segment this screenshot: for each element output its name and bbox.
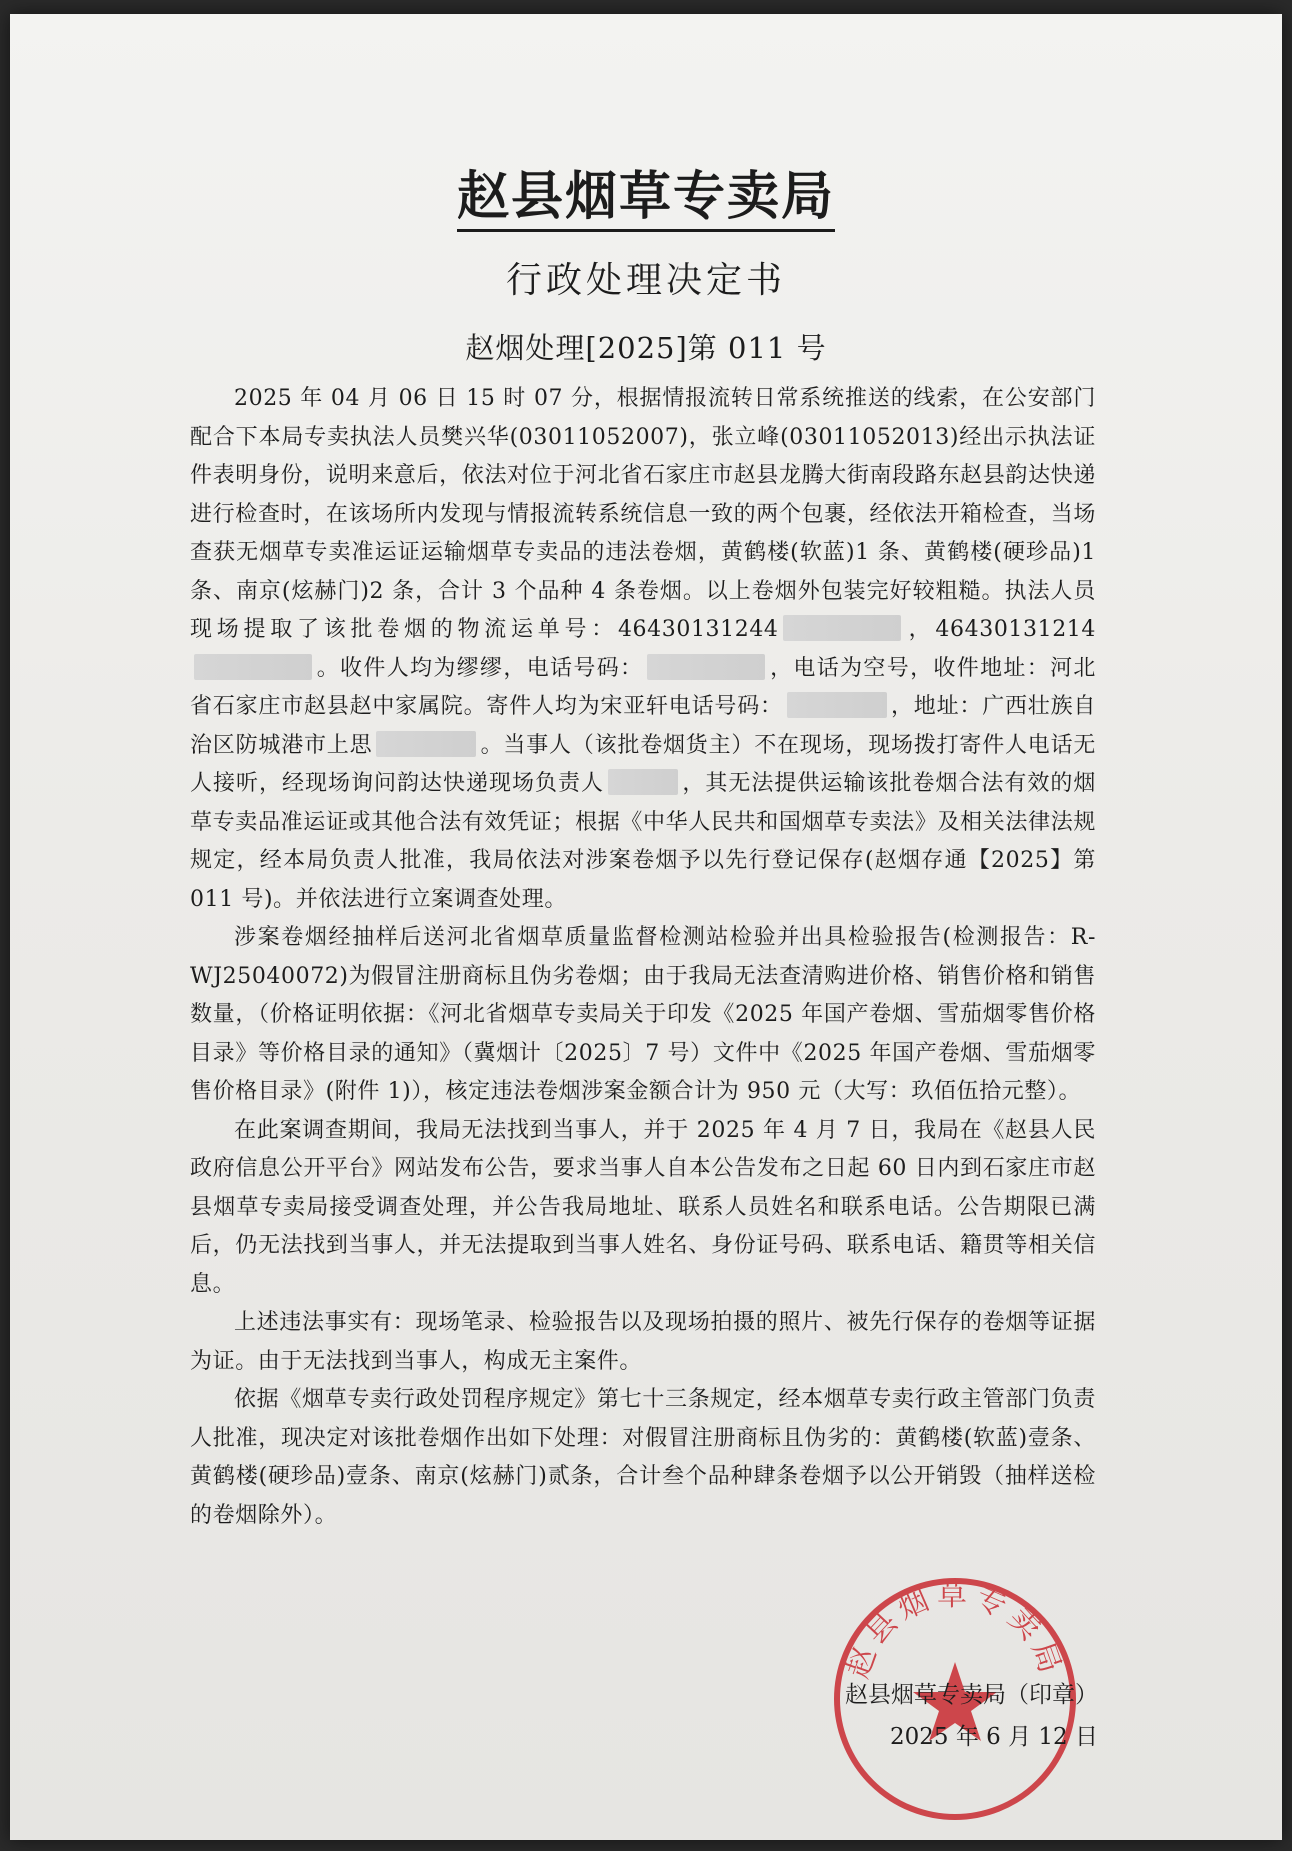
paragraph-facts: 2025 年 04 月 06 日 15 时 07 分，根据情报流转日常系统推送的线索，在公安部门配合下本局专卖执法人员樊兴华(03011052007)，张立峰(03011052013)经出示执法证件表明身份，说明来意后，依法对位于河北省石家庄市赵县龙腾大街南段路东赵县韵达快递进行检查时，在该场所内发现与情报流转系统信息一致的两个包裹，经依法开箱检查，当场查获无烟草专卖准运证运输烟草专卖品的违法卷烟，黄鹤楼(软蓝)1 条、黄鹤楼(硬珍品)1 条、南京(炫赫门)2 条，合计 3 个品种 4 条卷烟。以上卷烟外包装完好较粗糙。执法人员现场提取了该批卷烟的物流运单号：46430131244 ，46430131214。收件人均为缪缪，电话号码： ，电话为空号，收件地址：河北省石家庄市赵县赵中家属院。寄件人均为宋亚轩电话号码： ，地址：广西壮族自治区防城港市上思 。当事人（该批卷烟货主）不在现场，现场拨打寄件人电话无人接听，经现场询问韵达快递现场负责人 ，其无法提供运输该批卷烟合法有效的烟草专卖品准运证或其他合法有效凭证；根据《中华人民共和国烟草专卖法》及相关法律法规规定，经本局负责人批准，我局依法对涉案卷烟予以先行登记保存(赵烟存通【2025】第 011 号)。并依法进行立案调查处理。 [190,386,1097,912]
paragraph-decision: 依据《烟草专卖行政处罚程序规定》第七十三条规定，经本烟草专卖行政主管部门负责人批准，现决定对该批卷烟作出如下处理：对假冒注册商标且伪劣的：黄鹤楼(软蓝)壹条、黄鹤楼(硬珍品)壹条、南京(炫赫门)贰条，合计叁个品种肆条卷烟予以公开销毁（抽样送检的卷烟除外）。 [190,1387,1096,1528]
paragraph-notice: 在此案调查期间，我局无法找到当事人，并于 2025 年 4 月 7 日，我局在《赵县人民政府信息公开平台》网站发布公告，要求当事人自本公告发布之日起 60 日内到石家庄市赵县烟草专卖局接受调查处理，并公告我局地址、联系人员姓名和联系电话。公告期限已满后，仍无法找到当事人，并无法提取到当事人姓名、身份证号码、联系电话、籍贯等相关信息。 [190,1117,1096,1297]
issuing-authority-text: 赵县烟草专卖局 [457,166,835,232]
redacted-block [787,692,887,718]
redacted-block [608,769,678,795]
issue-date: 2025 年 6 月 12 日 [890,1724,1098,1750]
issuing-authority [10,154,1282,229]
document-page [10,14,1282,1840]
redacted-block [194,654,312,680]
paragraph-inspection: 涉案卷烟经抽样后送河北省烟草质量监督检测站检验并出具检验报告(检测报告：R-WJ25040072)为假冒注册商标且伪劣卷烟；由于我局无法查清购进价格、销售价格和销售数量，（价格证明依据：《河北省烟草专卖局关于印发《2025 年国产卷烟、雪茄烟零售价格目录》等价格目录的通知》（冀烟计〔2025〕7 号）文件中《2025 年国产卷烟、雪茄烟零售价格目录》(附件 1)），核定违法卷烟涉案金额合计为 950 元（大写：玖佰伍拾元整）。 [190,925,1096,1104]
paragraph-evidence: 上述违法事实有：现场笔录、检验报告以及现场拍摄的照片、被先行保存的卷烟等证据为证。由于无法找到当事人，构成无主案件。 [190,1310,1096,1374]
redacted-block [376,731,476,757]
document-number: 赵烟处理[2025]第 011 号 [465,331,827,365]
issuer-signature: 赵县烟草专卖局（印章） [845,1682,1098,1708]
signature-block [10,1674,1098,1758]
redacted-block [783,615,901,641]
document-body [190,380,1096,1535]
document-title: 行政处理决定书 [505,260,786,301]
redacted-block [647,654,765,680]
seal-text: 赵县烟草专卖局 [840,1577,1070,1683]
